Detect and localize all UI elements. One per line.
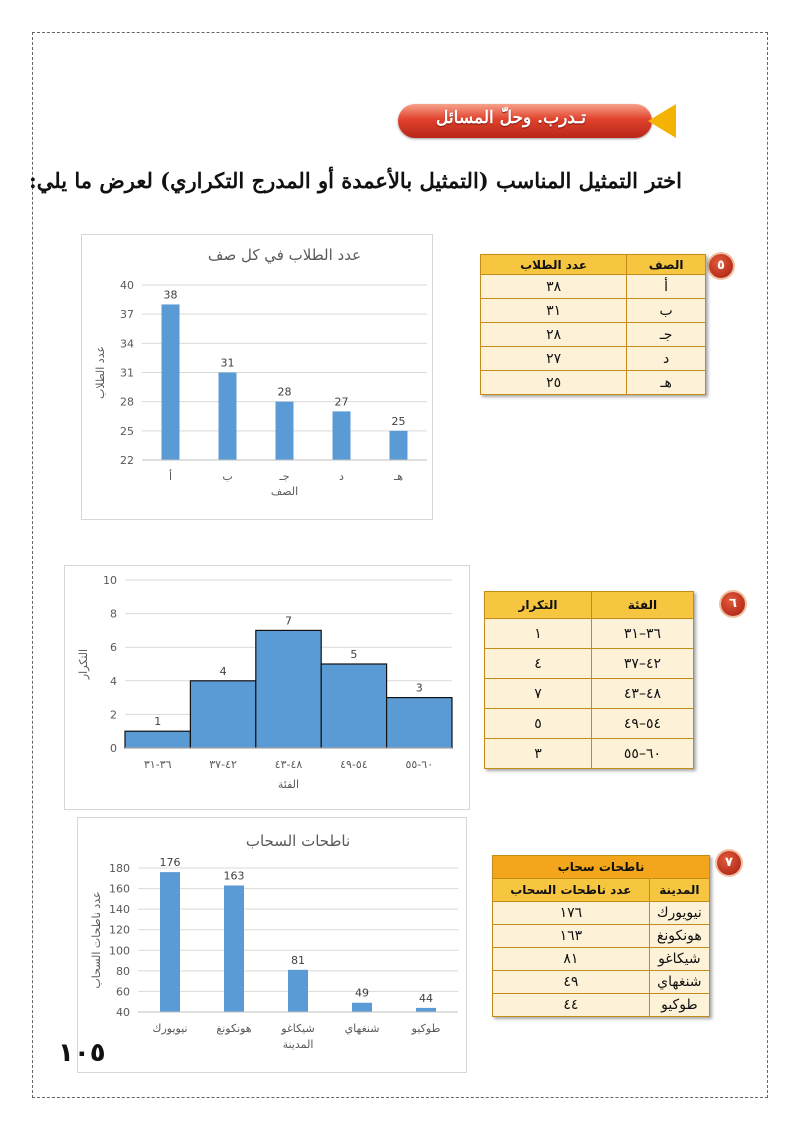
y-tick-label: 34 xyxy=(120,337,134,351)
data-label: 176 xyxy=(159,856,181,870)
x-tick-label: ٦٠-٥٥ xyxy=(405,758,434,771)
y-tick-label: 2 xyxy=(110,708,117,722)
table-cell: ٢٧ xyxy=(481,347,627,371)
page-number: ١٠٥ xyxy=(58,1038,106,1068)
table-cell: ٤ xyxy=(485,649,592,679)
table-cell: شيكاغو xyxy=(649,948,709,971)
x-tick-label: شيكاغو xyxy=(281,1022,315,1035)
table-skyscrapers xyxy=(492,855,710,1017)
table-cell: ٢٥ xyxy=(481,371,627,395)
x-tick-label: ٤٨-٤٣ xyxy=(274,758,303,771)
data-label: 38 xyxy=(163,288,178,302)
y-tick-label: 10 xyxy=(103,574,117,587)
data-label: 27 xyxy=(334,395,349,409)
table-cell: هـ xyxy=(627,371,706,395)
table-cell: ١ xyxy=(485,619,592,649)
x-tick-label: أ xyxy=(168,470,173,483)
table-caption: ناطحات سحاب xyxy=(493,856,710,879)
y-axis-label: عدد ناطحات السحاب xyxy=(90,891,103,989)
data-label: 44 xyxy=(419,991,433,1005)
bar xyxy=(390,431,408,460)
table-cell: ٧ xyxy=(485,679,592,709)
bar xyxy=(416,1008,436,1012)
bar xyxy=(219,373,237,461)
x-tick-label: جـ xyxy=(279,470,290,483)
bar xyxy=(224,885,244,1012)
table-header: عدد ناطحات السحاب xyxy=(493,879,650,902)
instruction-text: اختر التمثيل المناسب (التمثيل بالأعمدة أو المدرج التكراري) لعرض ما يلي: xyxy=(29,168,682,193)
y-tick-label: 25 xyxy=(120,424,134,438)
data-label: 3 xyxy=(415,681,423,695)
data-label: 81 xyxy=(291,953,305,967)
chart-svg xyxy=(65,566,469,809)
x-tick-label: هـ xyxy=(393,470,404,483)
y-tick-label: 22 xyxy=(120,454,134,467)
x-axis-label: المدينة xyxy=(282,1038,314,1051)
chart-skyscrapers xyxy=(77,817,467,1073)
data-label: 7 xyxy=(285,614,292,628)
table-cell: ٢٨ xyxy=(481,323,627,347)
table-class-students xyxy=(480,254,706,395)
table-cell: ب xyxy=(627,299,706,323)
bar xyxy=(288,970,308,1012)
y-tick-label: 160 xyxy=(109,882,130,896)
table-cell: د xyxy=(627,347,706,371)
table-cell: جـ xyxy=(627,323,706,347)
y-tick-label: 40 xyxy=(120,279,134,292)
banner-arrow-icon xyxy=(648,104,676,138)
y-tick-label: 0 xyxy=(110,742,117,755)
x-tick-label: ٣٦-٣١ xyxy=(143,758,172,771)
bar xyxy=(333,411,351,460)
x-tick-label: طوكيو xyxy=(411,1022,441,1035)
bar xyxy=(387,698,452,748)
table-cell: ١٧٦ xyxy=(493,902,650,925)
data-label: 28 xyxy=(277,385,292,399)
data-label: 31 xyxy=(220,356,235,370)
x-axis-label: الفئة xyxy=(277,778,300,791)
y-tick-label: 40 xyxy=(116,1006,130,1019)
bar xyxy=(162,304,180,460)
x-tick-label: ٤٢-٣٧ xyxy=(209,758,237,771)
table-cell: ٣١ xyxy=(481,299,627,323)
section-banner xyxy=(398,104,652,138)
y-tick-label: 8 xyxy=(110,607,117,621)
chart-students-per-class xyxy=(81,234,433,520)
x-tick-label: د xyxy=(339,470,344,483)
data-label: 49 xyxy=(355,986,369,1000)
table-cell: نيويورك xyxy=(649,902,709,925)
chart-frequency-histogram xyxy=(64,565,470,810)
data-label: 25 xyxy=(391,414,406,428)
table-cell: ٦٠–٥٥ xyxy=(591,739,693,769)
y-tick-label: 180 xyxy=(109,862,130,875)
table-cell: ٥٤–٤٩ xyxy=(591,709,693,739)
table-cell: ٣ xyxy=(485,739,592,769)
y-tick-label: 37 xyxy=(120,308,134,322)
data-label: 163 xyxy=(223,869,245,883)
x-tick-label: ب xyxy=(222,470,233,483)
table-cell: ٤٨–٤٣ xyxy=(591,679,693,709)
chart-title: ناطحات السحاب xyxy=(245,832,351,850)
table-frequency xyxy=(484,591,694,769)
table-cell: أ xyxy=(627,275,706,299)
problem-number-5: ٥ xyxy=(709,254,733,278)
bar xyxy=(125,731,190,748)
banner-title: تـدرب. وحلّ المسائل xyxy=(436,108,586,128)
x-tick-label: هونكونغ xyxy=(216,1022,252,1035)
data-label: 5 xyxy=(350,648,358,661)
problem-number-6: ٦ xyxy=(721,592,745,616)
chart-title: عدد الطلاب في كل صف xyxy=(207,246,362,264)
y-tick-label: 100 xyxy=(109,944,130,958)
table-header: المدينة xyxy=(649,879,709,902)
table-cell: ٣٦–٣١ xyxy=(591,619,693,649)
bar xyxy=(190,681,255,748)
x-axis-label: الصف xyxy=(270,485,299,498)
chart-svg xyxy=(78,818,466,1072)
y-axis-label: التكرار xyxy=(77,648,90,680)
table-header: التكرار xyxy=(485,592,592,619)
x-tick-label: نيويورك xyxy=(152,1022,188,1035)
bar xyxy=(321,664,386,748)
y-axis-label: عدد الطلاب xyxy=(94,345,107,400)
bar xyxy=(256,630,321,748)
chart-svg xyxy=(82,235,432,519)
y-tick-label: 28 xyxy=(120,395,134,409)
table-cell: طوكيو xyxy=(649,994,709,1017)
table-cell: ٤٢–٣٧ xyxy=(591,649,693,679)
y-tick-label: 80 xyxy=(116,964,130,978)
problem-number-7: ٧ xyxy=(717,851,741,875)
bar xyxy=(276,402,294,460)
table-cell: ٥ xyxy=(485,709,592,739)
table-header: الصف xyxy=(627,255,706,275)
bar xyxy=(352,1003,372,1012)
table-cell: هونكونغ xyxy=(649,925,709,948)
table-cell: ١٦٣ xyxy=(493,925,650,948)
table-cell: ٤٤ xyxy=(493,994,650,1017)
table-cell: ٣٨ xyxy=(481,275,627,299)
x-tick-label: ٥٤-٤٩ xyxy=(340,758,368,771)
y-tick-label: 120 xyxy=(109,923,130,937)
table-header: عدد الطلاب xyxy=(481,255,627,275)
x-tick-label: شنغهاي xyxy=(344,1022,380,1035)
y-tick-label: 60 xyxy=(116,985,130,999)
y-tick-label: 31 xyxy=(120,366,134,380)
table-cell: ٤٩ xyxy=(493,971,650,994)
y-tick-label: 140 xyxy=(109,903,130,917)
y-tick-label: 4 xyxy=(110,674,117,688)
data-label: 1 xyxy=(154,715,162,729)
table-cell: شنغهاي xyxy=(649,971,709,994)
bar xyxy=(160,872,180,1012)
y-tick-label: 6 xyxy=(110,641,117,655)
data-label: 4 xyxy=(219,664,227,678)
table-cell: ٨١ xyxy=(493,948,650,971)
table-header: الفئة xyxy=(591,592,693,619)
